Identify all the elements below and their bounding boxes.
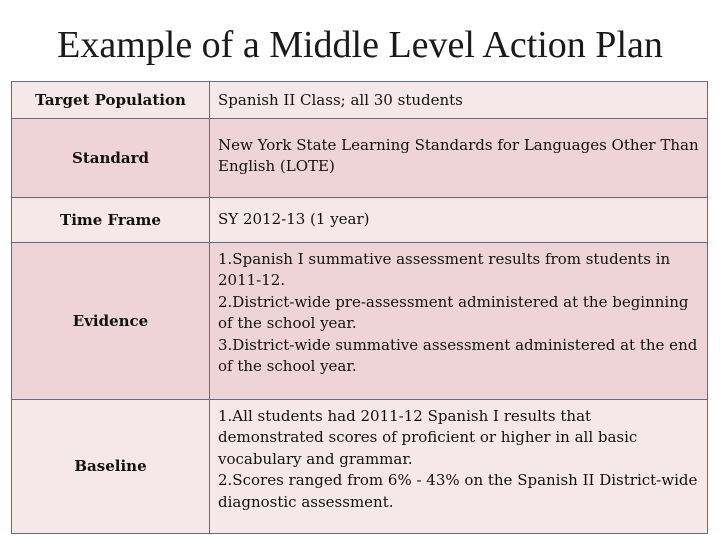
row-value-baseline [210,399,708,533]
row-label-standard: Standard [12,118,210,197]
row-label-time-frame: Time Frame [12,197,210,242]
evidence-list [218,249,699,378]
list-item: 2.District-wide pre-assessment administered at the beginning of the school year. [218,292,689,332]
table-row-evidence [12,242,708,399]
table-row-time-frame [12,197,708,242]
page-title: Example of a Middle Level Action Plan [57,24,663,66]
table-row-target-population [12,82,708,119]
list-item: 1.All students had 2011-12 Spanish I results that demonstrated scores of proficient or higher in all basic vocabulary and grammar. [218,406,638,468]
table-row-baseline [12,399,708,533]
list-item: 1.Spanish I summative assessment results from students in 2011-12. [218,249,671,289]
row-label-baseline: Baseline [12,399,210,533]
list-item: 3.District-wide summative assessment administered at the end of the school year. [218,335,698,375]
row-value-standard: New York State Learning Standards for Languages Other Than English (LOTE) [210,118,708,197]
row-label-target-population: Target Population [12,82,210,119]
row-value-time-frame: SY 2012-13 (1 year) [210,197,708,242]
row-value-target-population: Spanish II Class; all 30 students [210,82,708,119]
table-row-standard [12,118,708,197]
row-label-evidence: Evidence [12,242,210,399]
row-value-evidence [210,242,708,399]
baseline-list [218,406,699,514]
list-item: 2.Scores ranged from 6% - 43% on the Spanish II District-wide diagnostic assessment. [218,471,698,511]
action-plan-table [11,81,708,534]
